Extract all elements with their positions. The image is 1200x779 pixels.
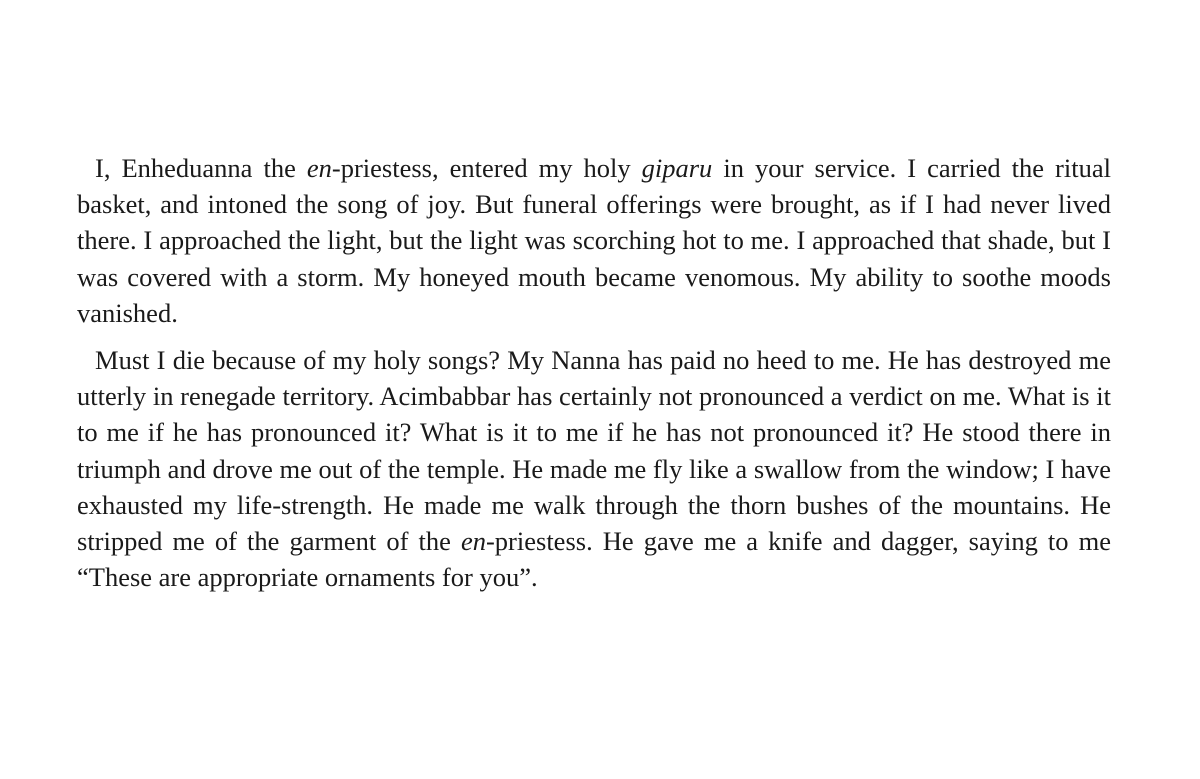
- italic-term-en: en: [460, 526, 486, 557]
- body-text: [77, 150, 1111, 595]
- paragraph-2: [77, 342, 1111, 595]
- text-run: -priestess, entered my holy: [331, 153, 642, 183]
- text-run: in your service. I carried the ritual basket, and intoned the song of joy. But funeral offerings were brought, as if I had never lived there. I approached the light, but the light was scorching hot to me. I approached that shade, but I was covered with a storm. My honeyed mouth became venomous. My ability to soothe moods vanished.: [77, 153, 1111, 328]
- text-run: -priestess. He gave me a knife and dagger, saying to me “These are appropriate ornaments for you”.: [77, 526, 1111, 593]
- paragraph-1: [77, 150, 1111, 331]
- italic-term-en: en: [306, 153, 332, 183]
- italic-term-giparu: giparu: [641, 153, 713, 183]
- text-run: I, Enheduanna the: [95, 153, 307, 183]
- text-run: Must I die because of my holy songs? My Nanna has paid no heed to me. He has destroyed me utterly in renegade territory. Acimbabbar has certainly not pronounced a verdict on me. What is it to me if he has pronounced it? What is it to me if he has not pronounced it? He stood there in triumph and drove me out of the temple. He made me fly like a swallow from the window; I have exhausted my life-strength. He made me walk through the thorn bushes of the mountains. He stripped me of the garment of the: [77, 345, 1111, 557]
